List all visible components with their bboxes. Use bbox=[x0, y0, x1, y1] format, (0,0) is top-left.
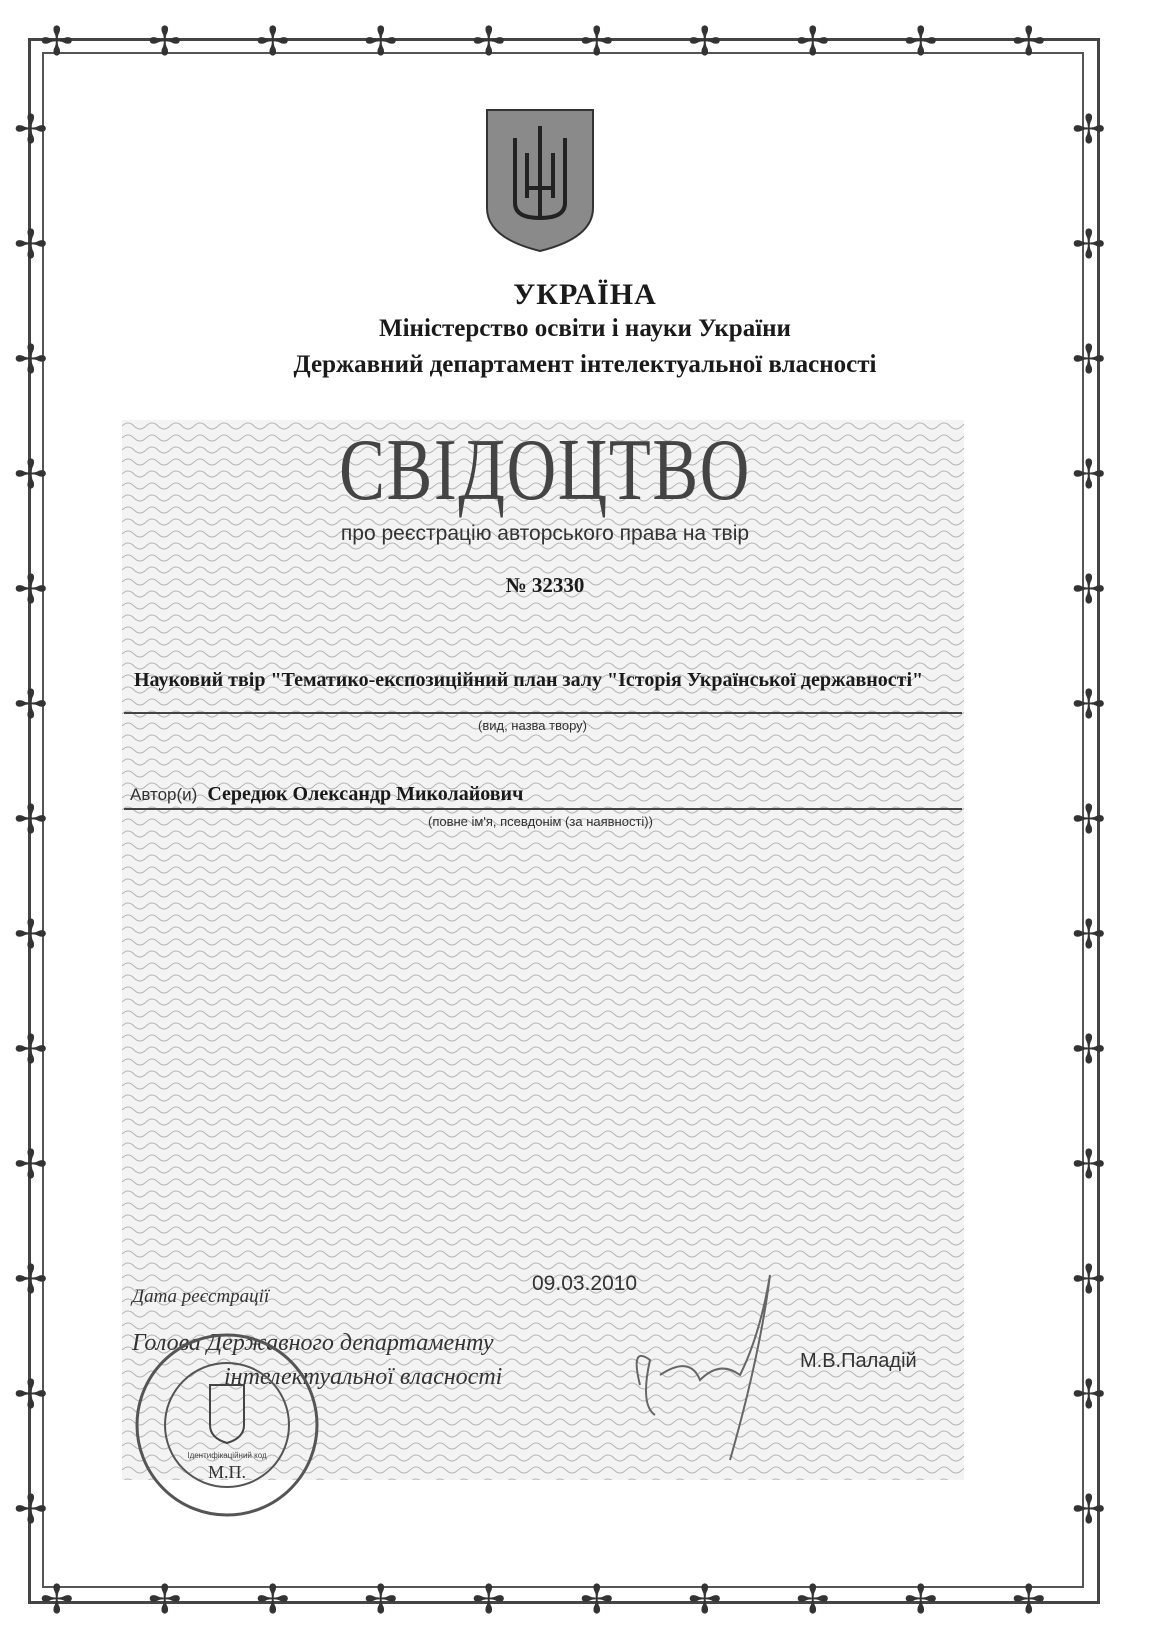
border-ornament-icon: ✢ bbox=[14, 452, 48, 497]
official-stamp bbox=[132, 1330, 322, 1520]
border-ornament-icon: ✢ bbox=[1072, 222, 1106, 267]
border-ornament-icon: ✢ bbox=[472, 1577, 506, 1622]
svg-text:М.П.: М.П. bbox=[207, 1462, 247, 1482]
signature bbox=[620, 1265, 790, 1465]
border-ornament-icon: ✢ bbox=[1072, 1372, 1106, 1417]
author-caption: (повне ім'я, псевдонім (за наявності)) bbox=[428, 814, 653, 829]
signatory-position-line2: інтелектуальної власності bbox=[224, 1364, 503, 1390]
border-ornament-icon: ✢ bbox=[148, 1577, 182, 1622]
border-ornament-icon: ✢ bbox=[40, 19, 74, 64]
work-caption: (вид, назва твору) bbox=[478, 718, 587, 733]
border-ornament-icon: ✢ bbox=[364, 19, 398, 64]
registration-date-label: Дата реєстрації bbox=[132, 1286, 270, 1307]
border-ornament-icon: ✢ bbox=[1072, 1027, 1106, 1072]
border-ornament-icon: ✢ bbox=[1072, 682, 1106, 727]
border-ornament-icon: ✢ bbox=[14, 107, 48, 152]
author-underline bbox=[124, 808, 962, 810]
registration-date: 09.03.2010 bbox=[532, 1272, 638, 1295]
country-heading: УКРАЇНА bbox=[513, 278, 657, 311]
border-ornament-icon: ✢ bbox=[14, 797, 48, 842]
author-name: Середюк Олександр Миколайович bbox=[207, 783, 524, 805]
border-ornament-icon: ✢ bbox=[688, 19, 722, 64]
author-row bbox=[130, 783, 523, 806]
border-ornament-icon: ✢ bbox=[1072, 337, 1106, 382]
border-ornament-icon: ✢ bbox=[1072, 452, 1106, 497]
svg-text:Ідентифікаційний код: Ідентифікаційний код bbox=[187, 1451, 267, 1460]
certificate-title: СВІДОЦТВО bbox=[339, 422, 751, 519]
border-ornament-icon: ✢ bbox=[14, 222, 48, 267]
border-ornament-icon: ✢ bbox=[1072, 1487, 1106, 1532]
border-ornament-icon: ✢ bbox=[472, 19, 506, 64]
border-ornament-icon: ✢ bbox=[256, 19, 290, 64]
certificate-number: № 32330 bbox=[505, 573, 585, 597]
border-ornament-icon: ✢ bbox=[14, 1372, 48, 1417]
border-ornament-icon: ✢ bbox=[14, 1142, 48, 1187]
work-title: Науковий твір "Тематико-експозиційний план залу "Історія Української державності" bbox=[134, 669, 924, 691]
ministry-heading: Міністерство освіти і науки України bbox=[379, 315, 791, 342]
signatory-name: М.В.Паладій bbox=[800, 1350, 917, 1372]
border-ornament-icon: ✢ bbox=[40, 1577, 74, 1622]
border-ornament-icon: ✢ bbox=[256, 1577, 290, 1622]
border-ornament-icon: ✢ bbox=[1072, 567, 1106, 612]
border-ornament-icon: ✢ bbox=[1072, 107, 1106, 152]
border-ornament-icon: ✢ bbox=[14, 337, 48, 382]
certificate-subtitle: про реєстрацію авторського права на твір bbox=[340, 522, 750, 545]
department-heading: Державний департамент інтелектуальної власності bbox=[293, 351, 877, 378]
border-ornament-icon: ✢ bbox=[14, 567, 48, 612]
border-ornament-icon: ✢ bbox=[364, 1577, 398, 1622]
border-ornament-icon: ✢ bbox=[1072, 1142, 1106, 1187]
work-underline bbox=[124, 712, 962, 714]
border-ornament-icon: ✢ bbox=[904, 19, 938, 64]
author-label: Автор(и) bbox=[130, 785, 198, 804]
border-ornament-icon: ✢ bbox=[580, 19, 614, 64]
border-ornament-icon: ✢ bbox=[1012, 1577, 1046, 1622]
border-ornament-icon: ✢ bbox=[688, 1577, 722, 1622]
border-ornament-icon: ✢ bbox=[1012, 19, 1046, 64]
coat-of-arms-icon bbox=[485, 108, 595, 253]
border-ornament-icon: ✢ bbox=[148, 19, 182, 64]
border-ornament-icon: ✢ bbox=[14, 1487, 48, 1532]
border-ornament-icon: ✢ bbox=[796, 1577, 830, 1622]
border-ornament-icon: ✢ bbox=[1072, 797, 1106, 842]
signatory-position-line1: Голова Державного департаменту bbox=[132, 1330, 494, 1356]
border-ornament-icon: ✢ bbox=[14, 682, 48, 727]
border-ornament-icon: ✢ bbox=[14, 1257, 48, 1302]
border-ornament-icon: ✢ bbox=[14, 912, 48, 957]
border-ornament-icon: ✢ bbox=[14, 1027, 48, 1072]
border-ornament-icon: ✢ bbox=[1072, 912, 1106, 957]
border-ornament-icon: ✢ bbox=[796, 19, 830, 64]
border-ornament-icon: ✢ bbox=[580, 1577, 614, 1622]
border-ornament-icon: ✢ bbox=[1072, 1257, 1106, 1302]
border-ornament-icon: ✢ bbox=[904, 1577, 938, 1622]
